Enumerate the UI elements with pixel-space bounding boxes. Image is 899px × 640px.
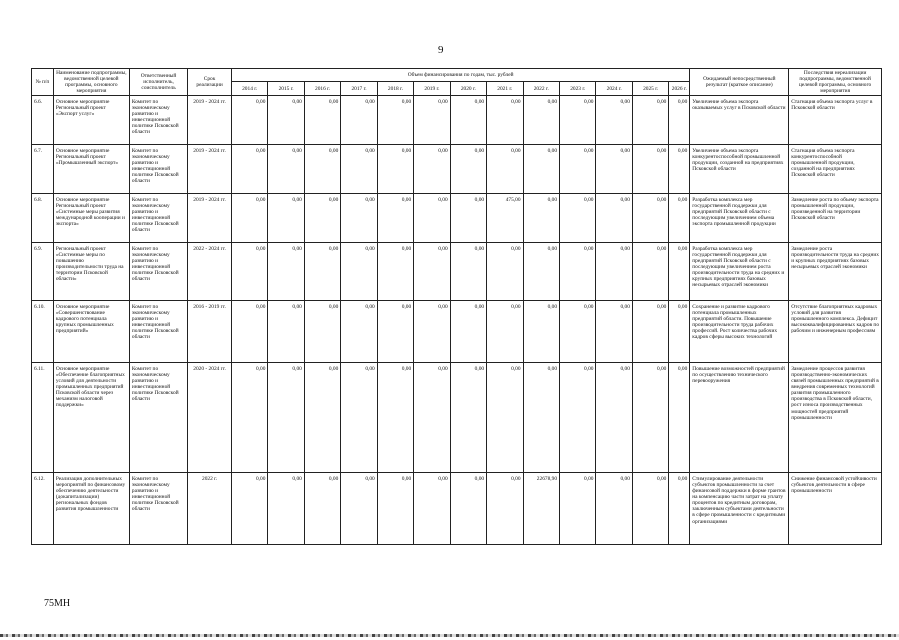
page-number: 9 [438, 44, 444, 56]
row-value: 0,00 [304, 145, 340, 194]
row-name: Основное мероприятие «Обеспечение благоприятных условий для деятельности промышленных предприятий Псковской области через механизм налоговой поддержки» [53, 363, 129, 473]
row-result: Увеличение объема экспорта конкурентоспособной промышленной продукции, созданной на предприятиях Псковской области [690, 145, 789, 194]
row-term: 2019 - 2024 гг. [188, 194, 232, 243]
row-value: 0,00 [268, 363, 304, 473]
row-value: 0,00 [560, 194, 596, 243]
row-value: 0,00 [268, 145, 304, 194]
row-num: 6.9. [32, 243, 54, 301]
header-year: 2016 г. [304, 82, 340, 96]
row-num: 6.11. [32, 363, 54, 473]
row-value: 0,00 [523, 243, 559, 301]
row-value: 0,00 [414, 145, 450, 194]
row-name: Реализация дополнительных мероприятий по финансовому обеспечению деятельности (докапитализации) региональных фондов развития промышленности [53, 473, 129, 545]
table-body [32, 96, 882, 545]
row-value: 0,00 [377, 473, 413, 545]
row-value: 0,00 [450, 194, 486, 243]
row-term: 2020 - 2024 гг. [188, 363, 232, 473]
row-value: 0,00 [450, 301, 486, 363]
row-value: 0,00 [487, 145, 523, 194]
row-value: 0,00 [304, 301, 340, 363]
row-value: 0,00 [231, 145, 267, 194]
row-term: 2019 - 2024 гг. [188, 96, 232, 145]
row-executor: Комитет по экономическому развитию и инвестиционной политике Псковской области [129, 145, 187, 194]
row-value: 0,00 [377, 194, 413, 243]
header-year: 2023 г. [560, 82, 596, 96]
row-value: 0,00 [450, 96, 486, 145]
row-value: 0,00 [596, 194, 632, 243]
header-year: 2014 г. [231, 82, 267, 96]
row-value: 0,00 [596, 473, 632, 545]
row-value: 0,00 [669, 194, 690, 243]
header-year: 2020 г. [450, 82, 486, 96]
row-value: 0,00 [414, 363, 450, 473]
row-value: 0,00 [231, 363, 267, 473]
row-value: 0,00 [596, 363, 632, 473]
row-value: 0,00 [560, 96, 596, 145]
row-value: 0,00 [414, 194, 450, 243]
row-consequences: Замедление роста по объему экспорта промышленной продукции, произведенной на территории Псковской области [789, 194, 882, 243]
row-value: 0,00 [268, 243, 304, 301]
row-num: 6.10. [32, 301, 54, 363]
row-value: 0,00 [377, 243, 413, 301]
row-value: 0,00 [632, 96, 668, 145]
row-value: 0,00 [523, 194, 559, 243]
row-value: 0,00 [669, 473, 690, 545]
row-executor: Комитет по экономическому развитию и инвестиционной политике Псковской области [129, 96, 187, 145]
row-value: 0,00 [304, 96, 340, 145]
row-value: 0,00 [450, 363, 486, 473]
row-value: 0,00 [560, 301, 596, 363]
row-value: 0,00 [523, 145, 559, 194]
row-value: 0,00 [341, 473, 377, 545]
row-value: 0,00 [341, 363, 377, 473]
header-consequences: Последствия нереализации подпрограммы, ведомственной целевой программы, основного мероприятия [789, 69, 882, 96]
header-year: 2026 г. [669, 82, 690, 96]
row-value: 0,00 [304, 194, 340, 243]
row-consequences: Отсутствие благоприятных кадровых условий для развития промышленного комплекса. Дефицит высококвалифицированных кадров по рабочим и инженерным профессиям [789, 301, 882, 363]
row-value: 22678,90 [523, 473, 559, 545]
row-value: 0,00 [487, 96, 523, 145]
row-consequences: Стагнация объема экспорта конкурентоспособной промышленной продукции, созданной на предприятиях Псковской области [789, 145, 882, 194]
row-name: Региональный проект «Системные меры по повышению производительности труда на территории Псковской области» [53, 243, 129, 301]
row-value: 0,00 [341, 301, 377, 363]
row-num: 6.7. [32, 145, 54, 194]
row-value: 0,00 [632, 473, 668, 545]
row-value: 0,00 [450, 145, 486, 194]
header-year: 2025 г. [632, 82, 668, 96]
row-consequences: Снижение финансовой устойчивости субъектов деятельности в сфере промышленности [789, 473, 882, 545]
row-name: Основное мероприятие Региональный проект «Экспорт услуг» [53, 96, 129, 145]
row-value: 0,00 [487, 473, 523, 545]
row-value: 0,00 [377, 145, 413, 194]
header-year: 2018 г. [377, 82, 413, 96]
row-value: 0,00 [632, 145, 668, 194]
row-value: 0,00 [414, 301, 450, 363]
row-consequences: Замедление процессов развития производственно-экономических связей промышленных предприятий в внедрения современных технологий развития промышленного производства в Псковской области, рост износа производственных мощностей предприятий промышленности [789, 363, 882, 473]
row-value: 0,00 [304, 243, 340, 301]
row-value: 0,00 [268, 473, 304, 545]
table-row [32, 243, 882, 301]
row-value: 0,00 [414, 243, 450, 301]
row-value: 0,00 [560, 145, 596, 194]
header-year: 2017 г. [341, 82, 377, 96]
row-value: 0,00 [669, 243, 690, 301]
table-row [32, 194, 882, 243]
row-value: 0,00 [669, 363, 690, 473]
row-value: 0,00 [560, 473, 596, 545]
row-num: 6.12. [32, 473, 54, 545]
row-name: Основное мероприятие «Совершенствование кадрового потенциала крупных промышленных предприятий» [53, 301, 129, 363]
table-row [32, 473, 882, 545]
row-value: 0,00 [341, 243, 377, 301]
row-value: 0,00 [523, 363, 559, 473]
row-value: 0,00 [669, 145, 690, 194]
row-consequences: Замедление роста производительности труда на средних и крупных предприятиях базовых несырьевых отраслей экономики [789, 243, 882, 301]
row-value: 0,00 [669, 96, 690, 145]
row-value: 0,00 [596, 243, 632, 301]
header-name: Наименование подпрограммы, ведомственной целевой программы, основного мероприятия [53, 69, 129, 96]
row-value: 0,00 [377, 96, 413, 145]
table-row [32, 301, 882, 363]
row-value: 0,00 [304, 363, 340, 473]
row-value: 0,00 [560, 363, 596, 473]
row-name: Основное мероприятие Региональный проект «Системные меры развития международной кооперации и экспорта» [53, 194, 129, 243]
row-value: 475,00 [487, 194, 523, 243]
row-executor: Комитет по экономическому развитию и инвестиционной политике Псковской области [129, 301, 187, 363]
table-row [32, 145, 882, 194]
row-value: 0,00 [414, 473, 450, 545]
row-result: Увеличение объема экспорта оказываемых услуг в Псковской области [690, 96, 789, 145]
header-executor: Ответственный исполнитель, соисполнитель [129, 69, 187, 96]
header-result: Ожидаемый непосредственный результат (краткое описание) [690, 69, 789, 96]
row-value: 0,00 [669, 301, 690, 363]
row-value: 0,00 [632, 194, 668, 243]
row-value: 0,00 [596, 145, 632, 194]
row-value: 0,00 [231, 194, 267, 243]
table-row [32, 96, 882, 145]
row-value: 0,00 [596, 96, 632, 145]
header-term: Срок реализации [188, 69, 232, 96]
row-executor: Комитет по экономическому развитию и инвестиционной политике Псковской области [129, 473, 187, 545]
row-value: 0,00 [560, 243, 596, 301]
row-result: Разработка комплекса мер государственной поддержки для предприятий Псковской области с последующим увеличением объема экспорта промышленной продукции [690, 194, 789, 243]
row-term: 2019 - 2024 гг. [188, 145, 232, 194]
row-value: 0,00 [632, 363, 668, 473]
row-name: Основное мероприятие Региональный проект «Промышленный экспорт» [53, 145, 129, 194]
header-num: № п/п [32, 69, 54, 96]
row-value: 0,00 [341, 145, 377, 194]
program-table [31, 68, 882, 545]
row-value: 0,00 [231, 96, 267, 145]
row-value: 0,00 [414, 96, 450, 145]
row-executor: Комитет по экономическому развитию и инвестиционной политике Псковской области [129, 194, 187, 243]
row-value: 0,00 [632, 243, 668, 301]
scan-edge [0, 634, 899, 637]
header-year: 2024 г. [596, 82, 632, 96]
row-value: 0,00 [523, 301, 559, 363]
row-value: 0,00 [450, 473, 486, 545]
header-year: 2015 г. [268, 82, 304, 96]
row-value: 0,00 [377, 301, 413, 363]
row-value: 0,00 [341, 96, 377, 145]
header-year: 2022 г. [523, 82, 559, 96]
row-executor: Комитет по экономическому развитию и инвестиционной политике Псковской области [129, 363, 187, 473]
row-value: 0,00 [268, 96, 304, 145]
row-value: 0,00 [632, 301, 668, 363]
document-code: 75МН [44, 598, 71, 609]
header-year: 2021 г. [487, 82, 523, 96]
header-year: 2019 г. [414, 82, 450, 96]
row-result: Повышение возможностей предприятий по осуществлению технического перевооружения [690, 363, 789, 473]
row-value: 0,00 [523, 96, 559, 145]
row-value: 0,00 [487, 301, 523, 363]
row-value: 0,00 [377, 363, 413, 473]
row-value: 0,00 [268, 194, 304, 243]
row-value: 0,00 [231, 301, 267, 363]
end-rule-line [424, 544, 470, 545]
row-value: 0,00 [268, 301, 304, 363]
row-value: 0,00 [596, 301, 632, 363]
row-value: 0,00 [487, 363, 523, 473]
table-row [32, 363, 882, 473]
row-value: 0,00 [487, 243, 523, 301]
row-term: 2022 г. [188, 473, 232, 545]
header-funding: Объем финансирования по годам, тыс. рублей [231, 69, 689, 82]
row-term: 2016 - 2019 гг. [188, 301, 232, 363]
row-value: 0,00 [304, 473, 340, 545]
row-num: 6.6. [32, 96, 54, 145]
row-num: 6.8. [32, 194, 54, 243]
row-result: Стимулирование деятельности субъектов промышленности за счет финансовой поддержки в форме грантов на компенсацию части затрат на уплату процентов по кредитным договорам, заключенным субъектами деятельности в сфере промышленности с кредитными организациями [690, 473, 789, 545]
row-value: 0,00 [231, 243, 267, 301]
row-result: Сохранение и развитие кадрового потенциала промышленных предприятий области. Повышение производительности труда рабочих профессий. Рост количества рабочих кадров сферы высоких технологий [690, 301, 789, 363]
row-consequences: Стагнация объема экспорта услуг в Псковской области [789, 96, 882, 145]
row-executor: Комитет по экономическому развитию и инвестиционной политике Псковской области [129, 243, 187, 301]
row-result: Разработка комплекса мер государственной поддержки для предприятий Псковской области с последующим увеличением роста производительности труда на средних и крупных предприятиях базовых несырьевых отраслей экономики [690, 243, 789, 301]
row-value: 0,00 [341, 194, 377, 243]
row-term: 2022 - 2024 гг. [188, 243, 232, 301]
row-value: 0,00 [231, 473, 267, 545]
row-value: 0,00 [450, 243, 486, 301]
